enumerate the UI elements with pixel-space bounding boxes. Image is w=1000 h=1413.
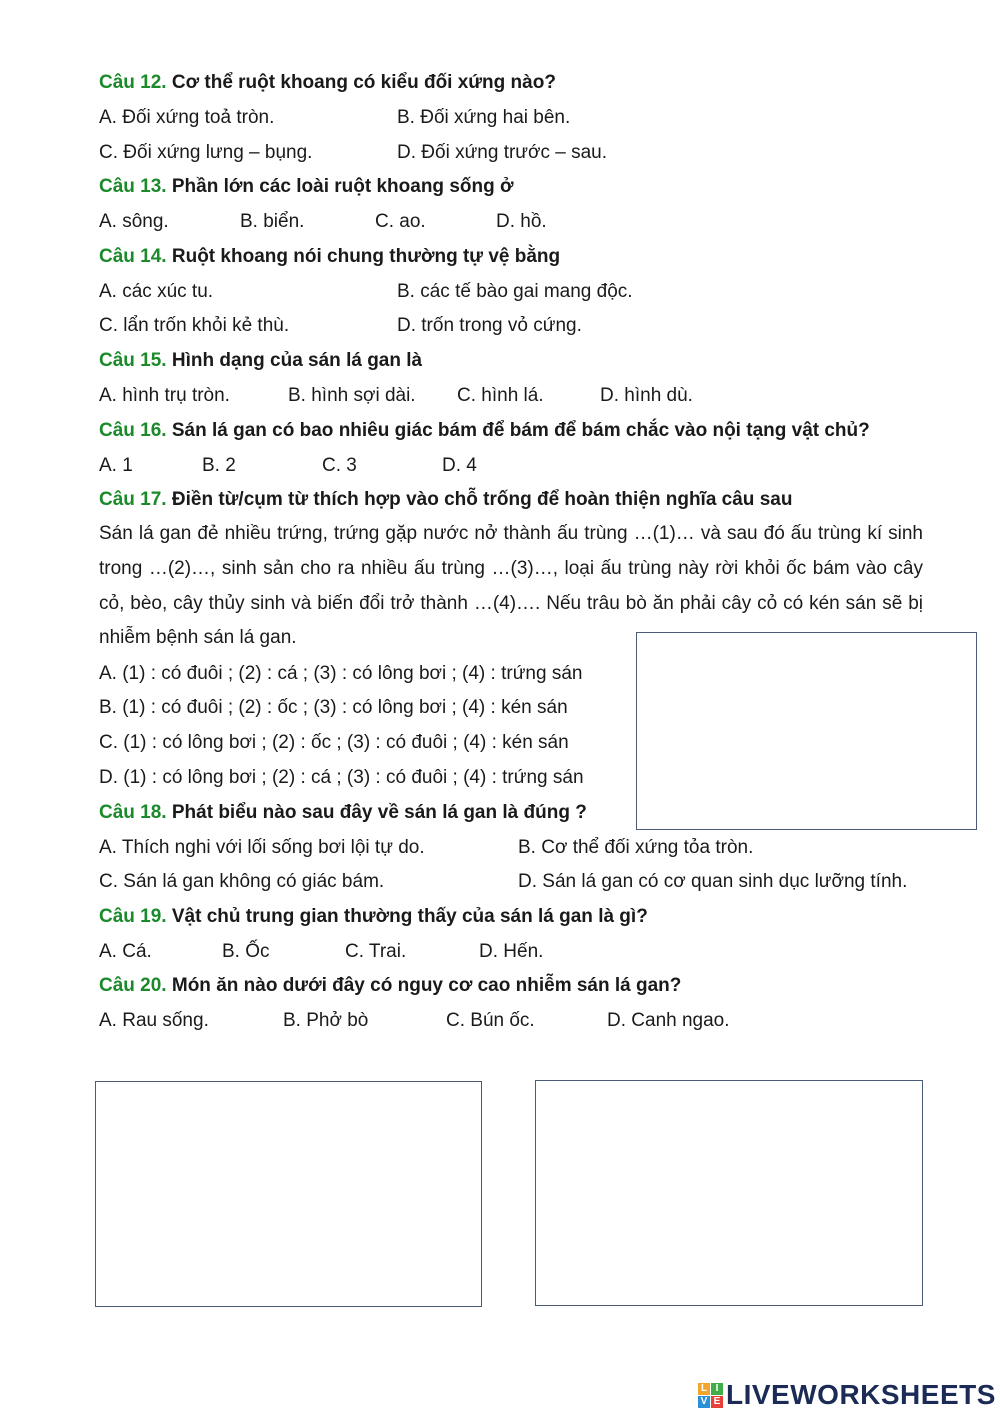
question-text: Món ăn nào dưới đây có nguy cơ cao nhiễm sán lá gan? <box>171 975 682 996</box>
logo-mark-letter: E <box>711 1396 723 1408</box>
question-15 <box>99 350 422 372</box>
option-a: A. các xúc tu. <box>99 281 214 302</box>
question-text: Điền từ/cụm từ thích hợp vào chỗ trống để hoàn thiện nghĩa câu sau <box>171 489 793 510</box>
option-c: C. 3 <box>322 455 357 476</box>
option-b: B. hình sợi dài. <box>288 385 416 406</box>
question-13 <box>99 176 514 198</box>
logo-mark-letter: I <box>711 1383 723 1395</box>
question-text: Ruột khoang nói chung thường tự vệ bằng <box>171 246 561 267</box>
option-b: B. biển. <box>240 211 305 232</box>
question-text: Hình dạng của sán lá gan là <box>171 350 423 371</box>
question-text: Vật chủ trung gian thường thấy của sán lá gan là gì? <box>171 906 648 927</box>
option-b: B. (1) : có đuôi ; (2) : ốc ; (3) : có lông bơi ; (4) : kén sán <box>99 697 568 718</box>
question-18 <box>99 802 587 824</box>
option-d: D. Đối xứng trước – sau. <box>397 142 608 163</box>
logo-mark-icon <box>698 1383 723 1408</box>
question-number: Câu 19. <box>99 906 167 927</box>
option-a: A. Thích nghi với lối sống bơi lội tự do. <box>99 837 425 858</box>
question-number: Câu 16. <box>99 420 167 441</box>
option-c: C. Đối xứng lưng – bụng. <box>99 142 313 163</box>
logo-mark-letter: V <box>698 1396 710 1408</box>
option-a: A. 1 <box>99 455 133 476</box>
option-c: C. lẩn trốn khỏi kẻ thù. <box>99 315 290 336</box>
logo-text: LIVEWORKSHEETS <box>726 1379 996 1410</box>
liveworksheets-logo <box>698 1377 996 1413</box>
option-c: C. Sán lá gan không có giác bám. <box>99 871 385 892</box>
question-number: Câu 14. <box>99 246 167 267</box>
question-19 <box>99 906 648 928</box>
question-number: Câu 20. <box>99 975 167 996</box>
option-a: A. Cá. <box>99 941 152 962</box>
question-text: Sán lá gan có bao nhiêu giác bám để bám để bám chắc vào nội tạng vật chủ? <box>171 420 870 441</box>
question-16 <box>99 420 870 442</box>
question-17-passage: Sán lá gan đẻ nhiều trứng, trứng gặp nước nở thành ấu trùng …(1)… và sau đó ấu trùng kí sinh trong …(2)…, sinh sản cho ra nhiều ấu trùng …(3)…, loại ấu trùng này rời khỏi ốc bám vào cây cỏ, bèo, cây thủy sinh và biến đổi trở thành …(4)…. Nếu trâu bò ăn phải cây cỏ có kén sán sẽ bị nhiễm bệnh sán lá gan. <box>99 523 923 649</box>
answer-drop-box-3[interactable] <box>535 1080 923 1306</box>
question-20 <box>99 975 681 997</box>
question-number: Câu 13. <box>99 176 167 197</box>
option-d: D. Sán lá gan có cơ quan sinh dục lưỡng tính. <box>518 871 908 892</box>
option-c: C. Bún ốc. <box>446 1010 535 1031</box>
answer-drop-box-2[interactable] <box>95 1081 482 1307</box>
option-d: D. Canh ngao. <box>607 1010 730 1031</box>
question-number: Câu 17. <box>99 489 167 510</box>
option-a: A. Rau sống. <box>99 1010 209 1031</box>
option-c: C. ao. <box>375 211 426 232</box>
option-b: B. 2 <box>202 455 236 476</box>
option-c: C. hình lá. <box>457 385 544 406</box>
option-a: A. (1) : có đuôi ; (2) : cá ; (3) : có lông bơi ; (4) : trứng sán <box>99 663 583 684</box>
question-14 <box>99 246 560 268</box>
option-c: C. Trai. <box>345 941 407 962</box>
option-a: A. sông. <box>99 211 169 232</box>
option-a: A. hình trụ tròn. <box>99 385 230 406</box>
option-d: D. (1) : có lông bơi ; (2) : cá ; (3) : có đuôi ; (4) : trứng sán <box>99 767 584 788</box>
question-17 <box>99 489 792 511</box>
option-d: D. Hến. <box>479 941 544 962</box>
question-number: Câu 18. <box>99 802 167 823</box>
answer-drop-box-1[interactable] <box>636 632 977 830</box>
logo-mark-letter: L <box>698 1383 710 1395</box>
question-text: Phần lớn các loài ruột khoang sống ở <box>171 176 514 197</box>
question-number: Câu 15. <box>99 350 167 371</box>
option-b: B. Đối xứng hai bên. <box>397 107 571 128</box>
question-text: Cơ thể ruột khoang có kiểu đối xứng nào? <box>171 72 556 93</box>
option-d: D. hồ. <box>496 211 547 232</box>
option-a: A. Đối xứng toả tròn. <box>99 107 275 128</box>
option-b: B. Cơ thể đối xứng tỏa tròn. <box>518 837 754 858</box>
option-d: D. hình dù. <box>600 385 693 406</box>
option-d: D. trốn trong vỏ cứng. <box>397 315 582 336</box>
option-b: B. Phở bò <box>283 1010 369 1031</box>
option-d: D. 4 <box>442 455 477 476</box>
option-b: B. các tế bào gai mang độc. <box>397 281 633 302</box>
question-number: Câu 12. <box>99 72 167 93</box>
option-b: B. Ốc <box>222 941 270 962</box>
option-c: C. (1) : có lông bơi ; (2) : ốc ; (3) : có đuôi ; (4) : kén sán <box>99 732 569 753</box>
question-text: Phát biểu nào sau đây về sán lá gan là đúng ? <box>171 802 587 823</box>
question-12 <box>99 72 556 94</box>
